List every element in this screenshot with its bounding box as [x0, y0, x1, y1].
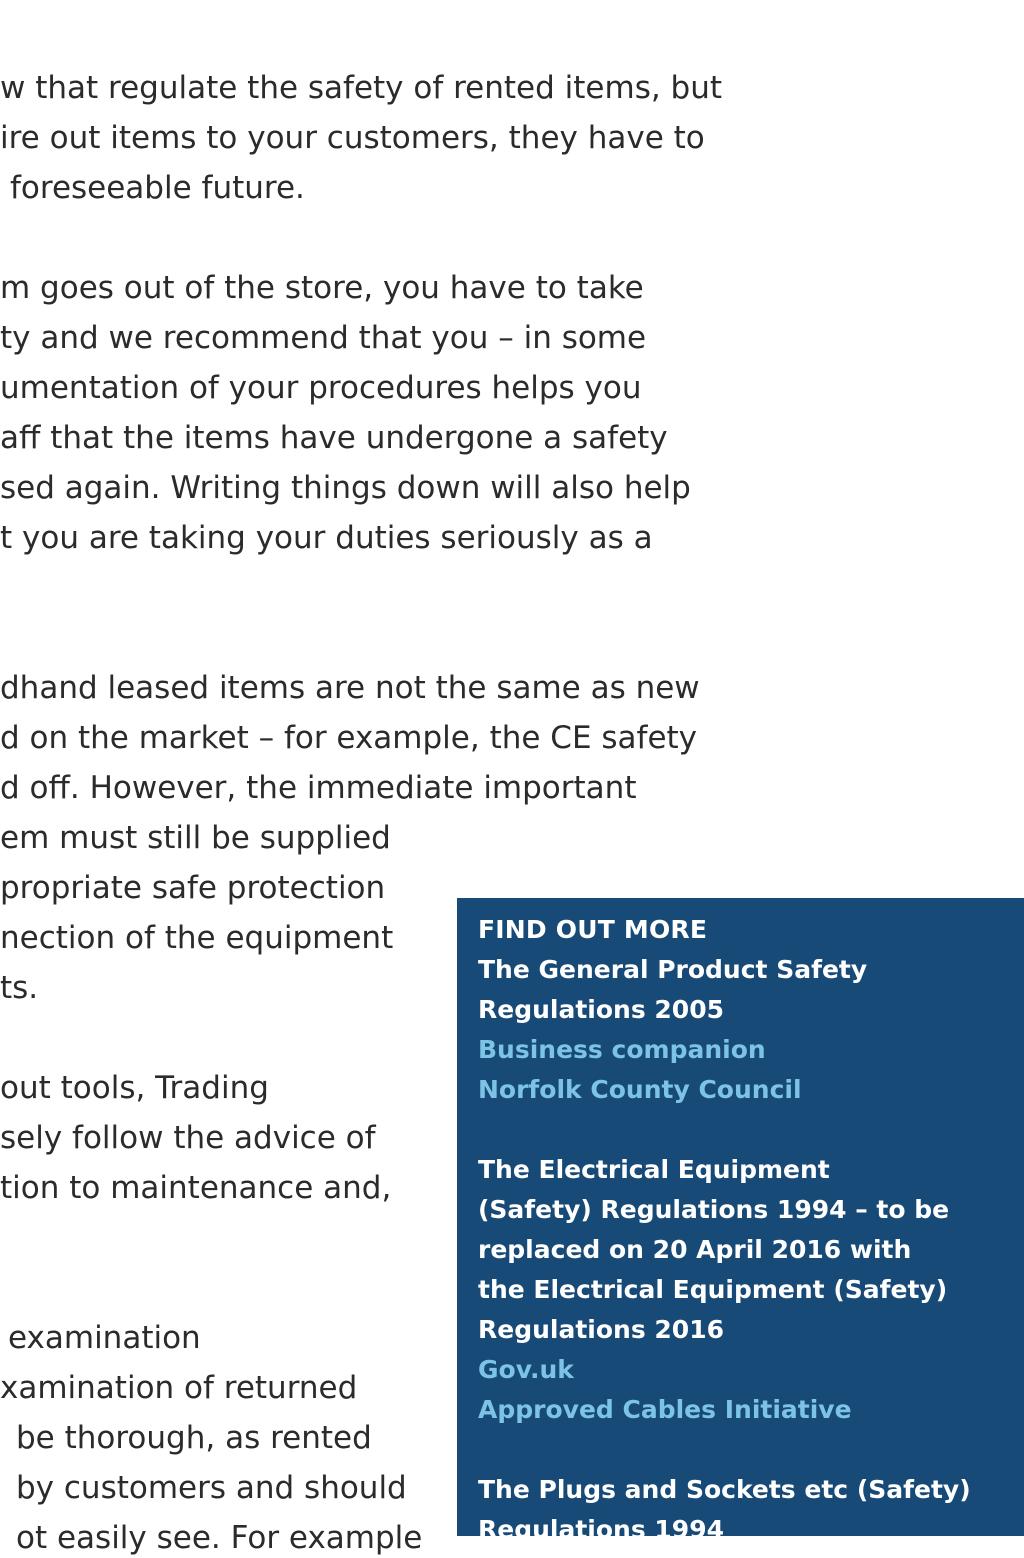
body-line: examination [8, 1320, 201, 1356]
body-line: dhand leased items are not the same as new [0, 670, 700, 706]
body-line: d off. However, the immediate important [0, 770, 637, 806]
body-line: m goes out of the store, you have to take [0, 270, 644, 306]
regulation-title: Regulations 2005 [478, 995, 724, 1024]
body-line: t you are taking your duties seriously as a [0, 520, 653, 556]
body-line: nection of the equipment [0, 920, 394, 956]
body-line: umentation of your procedures helps you [0, 370, 642, 406]
body-line: by customers and should [16, 1470, 407, 1506]
body-line: xamination of returned [0, 1370, 358, 1406]
body-line: tion to maintenance and, [0, 1170, 392, 1206]
body-line: sed again. Writing things down will also help [0, 470, 691, 506]
body-line: aff that the items have undergone a safety [0, 420, 668, 456]
sidebar-heading: FIND OUT MORE [478, 915, 708, 944]
business-companion-link[interactable]: Business companion [478, 1035, 766, 1064]
body-line: sely follow the advice of [0, 1120, 376, 1156]
gov-uk-link[interactable]: Gov.uk [478, 1355, 574, 1384]
body-line: ty and we recommend that you – in some [0, 320, 647, 356]
body-line: out tools, Trading [0, 1070, 269, 1106]
regulation-title: replaced on 20 April 2016 with [478, 1235, 912, 1264]
body-line: d on the market – for example, the CE safety [0, 720, 698, 756]
body-line: ire out items to your customers, they have to [0, 120, 705, 156]
body-line: ts. [0, 970, 39, 1006]
body-line: ot easily see. For example [16, 1520, 423, 1556]
regulation-title: The General Product Safety [478, 955, 868, 984]
regulation-title: The Electrical Equipment [478, 1155, 830, 1184]
body-line: propriate safe protection [0, 870, 386, 906]
regulation-title: The Plugs and Sockets etc (Safety) [478, 1475, 971, 1504]
regulation-title: (Safety) Regulations 1994 – to be [478, 1195, 950, 1224]
regulation-title: Regulations 2016 [478, 1315, 724, 1344]
body-line: be thorough, as rented [16, 1420, 372, 1456]
approved-cables-initiative-link[interactable]: Approved Cables Initiative [478, 1395, 852, 1424]
body-line: em must still be supplied [0, 820, 391, 856]
body-line: foreseeable future. [10, 170, 305, 206]
norfolk-county-council-link[interactable]: Norfolk County Council [478, 1075, 802, 1104]
find-out-more-sidebar [457, 898, 1024, 1544]
regulation-title: the Electrical Equipment (Safety) [478, 1275, 948, 1304]
regulation-title: Regulations 1994 [478, 1515, 724, 1544]
body-line: w that regulate the safety of rented items, but [0, 70, 723, 106]
